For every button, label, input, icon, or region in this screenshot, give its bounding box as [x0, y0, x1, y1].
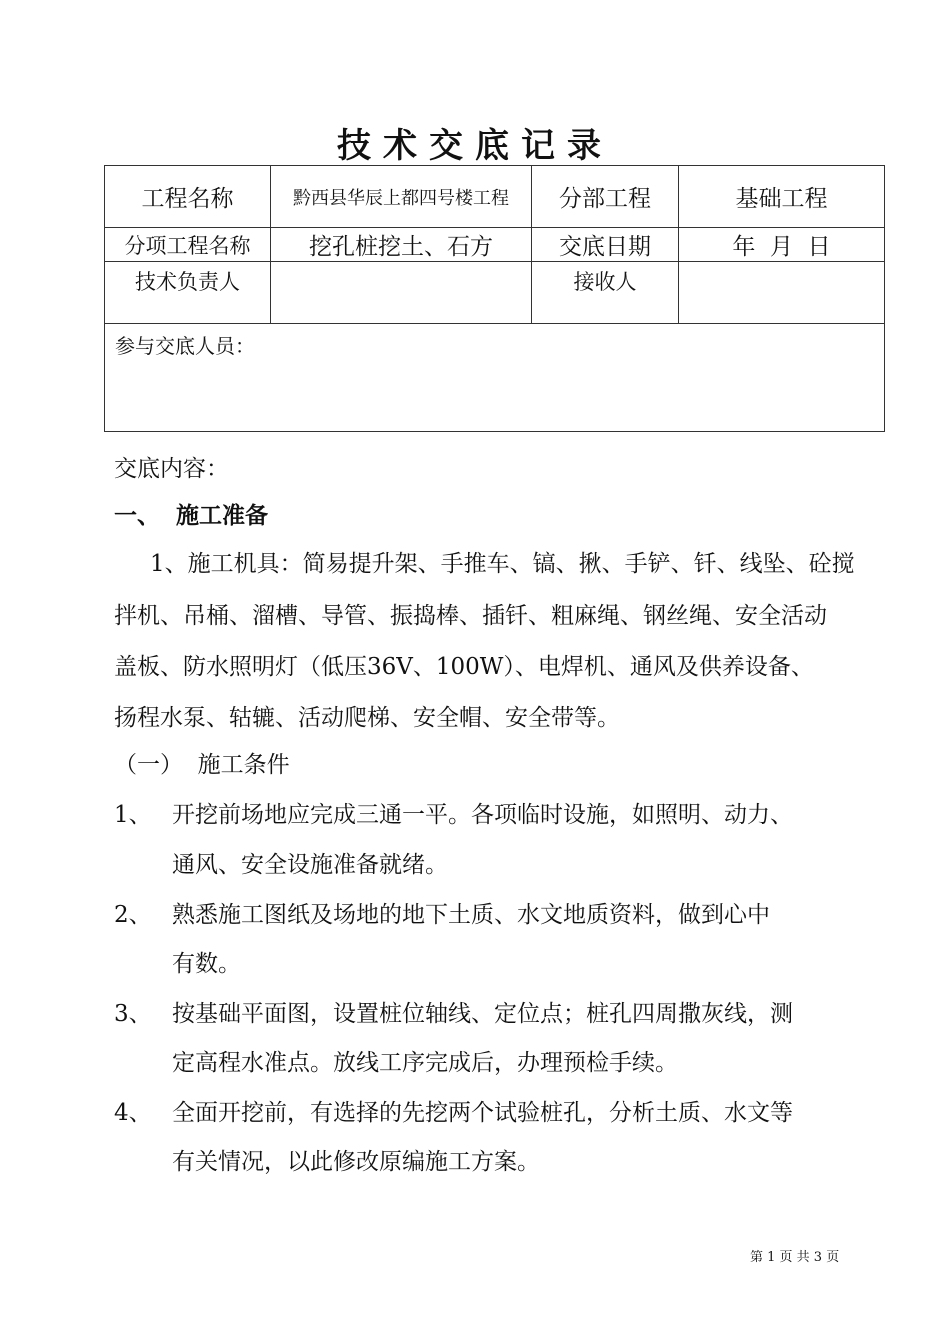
division-value: 基础工程	[679, 166, 885, 228]
content-intro: 交底内容：	[114, 456, 229, 482]
subsection-title: （一） 施工条件	[114, 752, 290, 778]
document-title: 技术交底记录	[337, 126, 613, 166]
tech-lead-value	[271, 262, 532, 324]
list-item-line: 熟悉施工图纸及场地的地下土质、水文地质资料，做到心中	[172, 902, 770, 928]
list-number: 2、	[114, 902, 152, 928]
list-item-line: 有关情况，以此修改原编施工方案。	[172, 1149, 540, 1175]
paragraph-line: 盖板、防水照明灯（低压36V、100W）、电焊机、通风及供养设备、	[114, 654, 814, 680]
paragraph-line: 1、施工机具：简易提升架、手推车、镐、揪、手铲、钎、线坠、砼搅	[150, 551, 855, 577]
list-item-line: 有数。	[172, 951, 241, 977]
list-item-line: 按基础平面图，设置桩位轴线、定位点；桩孔四周撒灰线，测	[172, 1001, 793, 1027]
list-number: 4、	[114, 1100, 152, 1126]
list-number: 1、	[114, 802, 152, 828]
subitem-value: 挖孔桩挖土、石方	[271, 228, 532, 262]
project-name-value: 黔西县华辰上都四号楼工程	[271, 166, 532, 228]
page-footer: 第 1 页 共 3 页	[750, 1250, 840, 1265]
list-item-line: 定高程水准点。放线工序完成后，办理预检手续。	[172, 1050, 678, 1076]
receiver-label: 接收人	[532, 262, 679, 324]
list-item-line: 开挖前场地应完成三通一平。各项临时设施，如照明、动力、	[172, 802, 793, 828]
list-item-line: 通风、安全设施准备就绪。	[172, 852, 448, 878]
paragraph-line: 拌机、吊桶、溜槽、导管、振捣棒、插钎、粗麻绳、钢丝绳、安全活动	[114, 603, 827, 629]
tech-lead-label: 技术负责人	[105, 262, 271, 324]
paragraph-line: 扬程水泵、轱辘、活动爬梯、安全帽、安全带等。	[114, 705, 620, 731]
project-name-label: 工程名称	[105, 166, 271, 228]
date-label: 交底日期	[532, 228, 679, 262]
list-number: 3、	[114, 1001, 152, 1027]
receiver-value	[679, 262, 885, 324]
division-label: 分部工程	[532, 166, 679, 228]
participants-label: 参与交底人员：	[105, 324, 885, 432]
subitem-label: 分项工程名称	[105, 228, 271, 262]
info-table	[104, 165, 885, 432]
section-title: 一、 施工准备	[114, 502, 269, 529]
list-item-line: 全面开挖前，有选择的先挖两个试验桩孔，分析土质、水文等	[172, 1100, 793, 1126]
date-value: 年 月 日	[679, 228, 885, 262]
